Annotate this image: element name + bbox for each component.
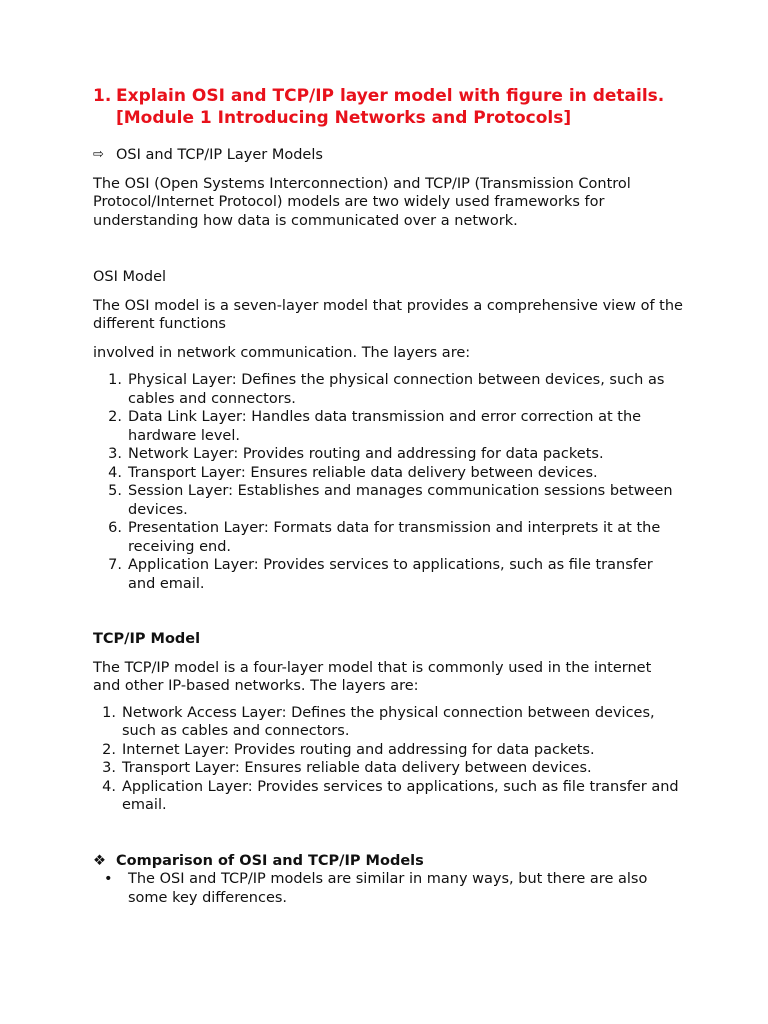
list-number: 4. <box>102 778 116 795</box>
list-text: Network Layer: Provides routing and addressing for data packets. <box>128 446 604 462</box>
subheading-text: OSI and TCP/IP Layer Models <box>116 147 323 163</box>
question-heading <box>93 86 683 129</box>
bullet-icon: • <box>104 871 113 887</box>
arrow-right-icon: ⇨ <box>93 147 104 162</box>
question-number: 1. <box>93 86 112 106</box>
comparison-heading <box>93 852 683 871</box>
question-text: Explain OSI and TCP/IP layer model with figure in details. [Module 1 Introducing Networks and Protocols] <box>116 86 665 128</box>
list-number: 2. <box>102 741 116 758</box>
list-number: 5. <box>108 483 122 499</box>
osi-model-description-cont: involved in network communication. The layers are: <box>93 344 471 361</box>
diamond-bullet-icon: ❖ <box>93 852 106 869</box>
list-item <box>93 759 683 778</box>
list-number: 2. <box>108 409 122 425</box>
osi-model-description: The OSI model is a seven-layer model that provides a comprehensive view of the different functions <box>93 297 683 332</box>
list-item <box>93 371 683 408</box>
intro-paragraph: The OSI (Open Systems Interconnection) and TCP/IP (Transmission Control Protocol/Internet Protocol) models are two widely used frameworks for understanding how data is communicated over a network. <box>93 175 631 229</box>
list-text: The OSI and TCP/IP models are similar in many ways, but there are also some key differences. <box>128 871 648 906</box>
list-item <box>93 482 683 519</box>
list-text: Presentation Layer: Formats data for transmission and interprets it at the receiving end. <box>128 520 661 555</box>
list-item <box>93 704 683 741</box>
list-text: Session Layer: Establishes and manages communication sessions between devices. <box>128 483 673 518</box>
list-item <box>93 556 683 593</box>
list-text: Transport Layer: Ensures reliable data delivery between devices. <box>122 760 592 776</box>
comparison-bullet-list <box>93 870 683 907</box>
list-item <box>93 408 683 445</box>
list-text: Data Link Layer: Handles data transmission and error correction at the hardware level. <box>128 409 642 444</box>
list-item <box>93 870 683 907</box>
list-number: 1. <box>108 372 122 388</box>
list-item <box>93 741 683 760</box>
list-number: 3. <box>102 760 116 776</box>
list-text: Network Access Layer: Defines the physical connection between devices, such as cables and connectors. <box>122 704 655 739</box>
list-item <box>93 519 683 556</box>
osi-layer-list <box>93 371 683 593</box>
list-number: 6. <box>108 520 122 536</box>
tcpip-layer-list <box>93 704 683 815</box>
tcpip-model-description: The TCP/IP model is a four-layer model that is commonly used in the internet and other IP-based networks. The layers are: <box>93 659 652 694</box>
list-text: Application Layer: Provides services to applications, such as file transfer and email. <box>122 778 679 813</box>
comparison-title: Comparison of OSI and TCP/IP Models <box>116 852 424 869</box>
list-number: 1. <box>102 704 116 721</box>
list-item <box>93 445 683 464</box>
list-text: Application Layer: Provides services to applications, such as file transfer and email. <box>128 557 653 592</box>
list-text: Transport Layer: Ensures reliable data delivery between devices. <box>128 464 598 481</box>
osi-model-title: OSI Model <box>93 269 167 285</box>
tcpip-model-title: TCP/IP Model <box>93 631 201 647</box>
list-number: 3. <box>108 446 122 462</box>
list-item <box>93 464 683 483</box>
list-item <box>93 778 683 815</box>
list-text: Internet Layer: Provides routing and addressing for data packets. <box>122 741 595 758</box>
list-text: Physical Layer: Defines the physical connection between devices, such as cables and connectors. <box>128 372 665 407</box>
document-content <box>93 86 683 907</box>
list-number: 4. <box>108 464 122 481</box>
subheading <box>93 146 683 165</box>
list-number: 7. <box>108 557 122 573</box>
